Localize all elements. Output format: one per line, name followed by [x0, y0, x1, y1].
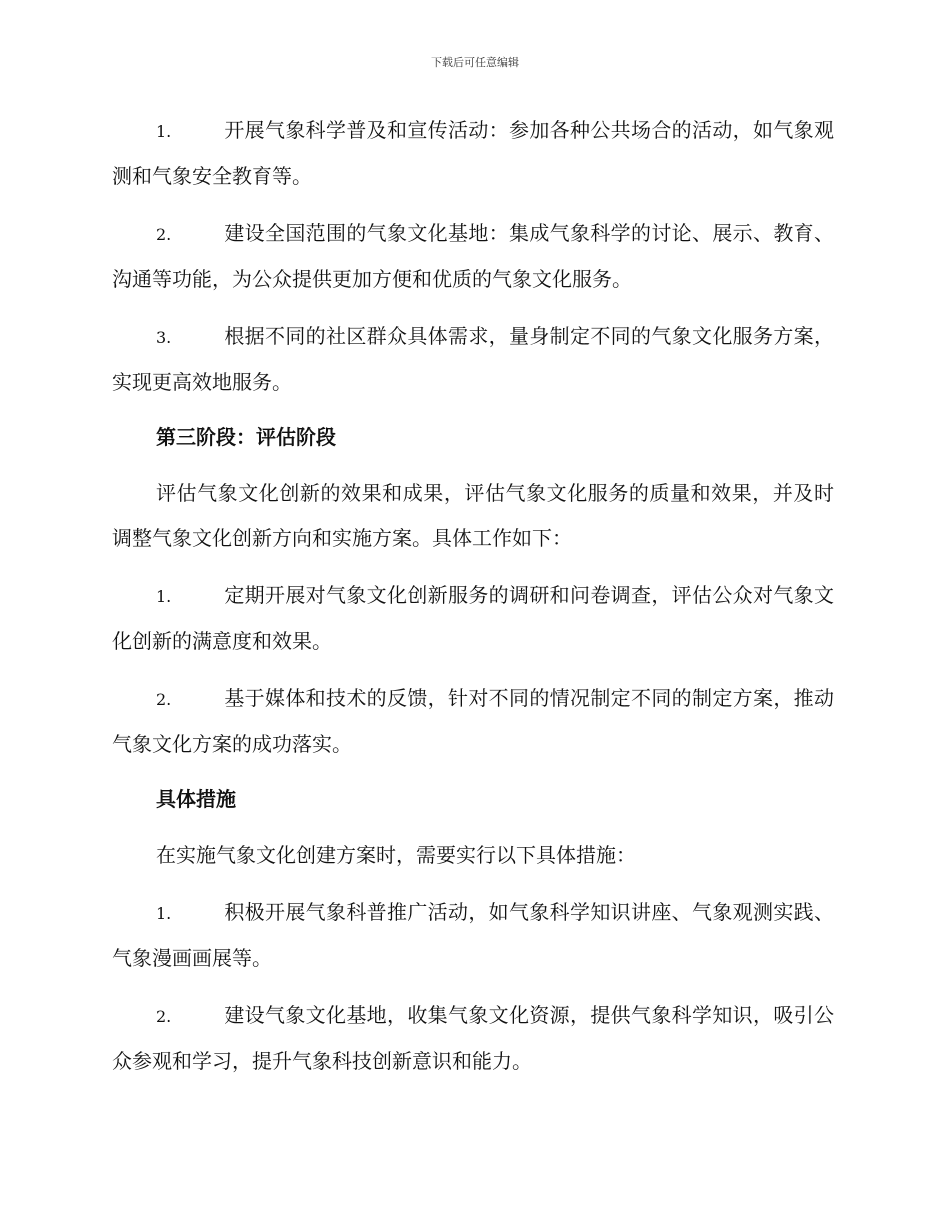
list-number: 2.	[156, 225, 172, 244]
list-item	[112, 211, 834, 302]
list-number: 2.	[156, 690, 172, 709]
list-item	[112, 890, 834, 981]
section-heading: 第三阶段：评估阶段	[156, 425, 336, 449]
list-text: 基于媒体和技术的反馈，针对不同的情况制定不同的制定方案，推动气象文化方案的成功落实。	[112, 686, 834, 756]
list-item	[112, 108, 834, 199]
list-number: 3.	[156, 328, 172, 347]
section-heading: 具体措施	[156, 787, 236, 811]
list-item	[112, 993, 834, 1084]
list-text: 建设气象文化基地，收集气象文化资源，提供气象科学知识，吸引公众参观和学习，提升气象科技创新意识和能力。	[112, 1003, 834, 1073]
list-item	[112, 676, 834, 767]
page-header: 下载后可任意编辑	[431, 56, 519, 69]
document-body	[112, 108, 834, 1096]
paragraph: 评估气象文化创新的效果和成果，评估气象文化服务的质量和效果，并及时调整气象文化创新方向和实施方案。具体工作如下：	[112, 481, 834, 550]
list-text: 积极开展气象科普推广活动，如气象科学知识讲座、气象观测实践、气象漫画画展等。	[112, 900, 834, 970]
paragraph: 在实施气象文化创建方案时，需要实行以下具体措施：	[156, 843, 636, 867]
list-number: 2.	[156, 1007, 172, 1026]
list-number: 1.	[156, 904, 172, 923]
list-number: 1.	[156, 122, 172, 141]
list-text: 根据不同的社区群众具体需求，量身制定不同的气象文化服务方案，实现更高效地服务。	[112, 324, 834, 394]
list-text: 建设全国范围的气象文化基地：集成气象科学的讨论、展示、教育、沟通等功能，为公众提供更加方便和优质的气象文化服务。	[112, 221, 834, 291]
list-text: 开展气象科学普及和宣传活动：参加各种公共场合的活动，如气象观测和气象安全教育等。	[112, 118, 834, 188]
list-text: 定期开展对气象文化创新服务的调研和问卷调查，评估公众对气象文化创新的满意度和效果。	[112, 583, 834, 653]
list-item	[112, 314, 834, 405]
list-item	[112, 573, 834, 664]
list-number: 1.	[156, 587, 172, 606]
